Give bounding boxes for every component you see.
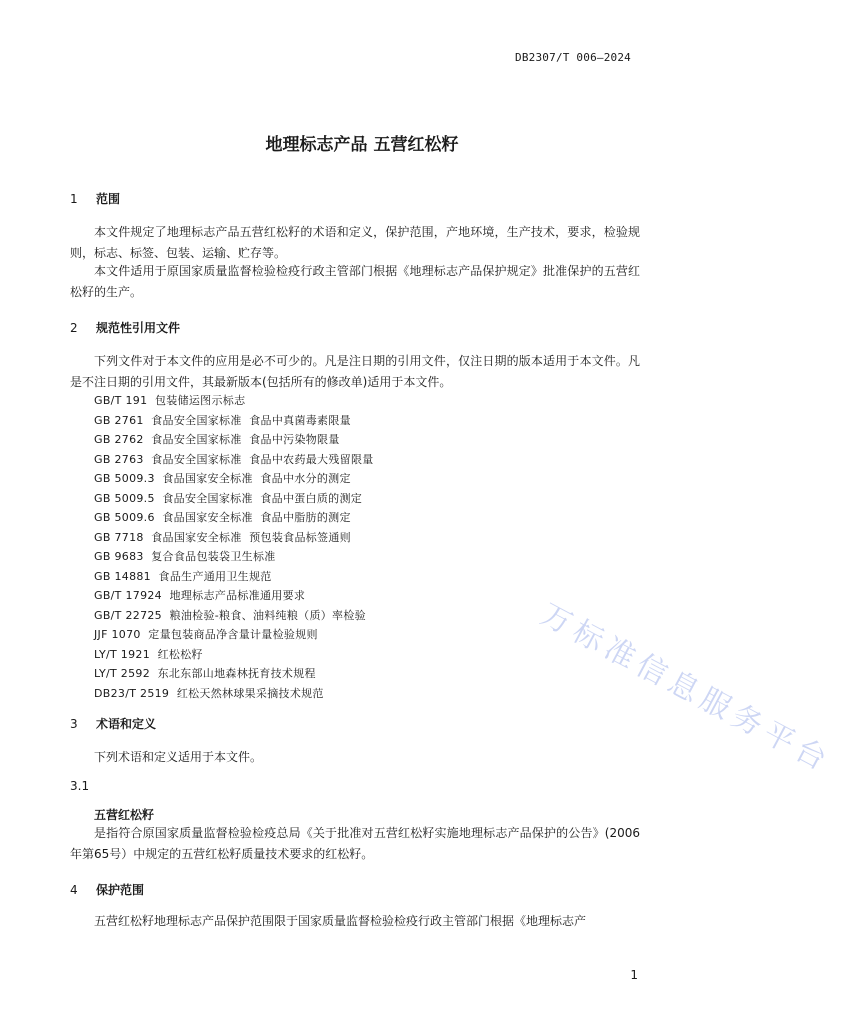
watermark: 万标准信息服务平台: [534, 597, 838, 781]
reference-item: GB 9683 复合食品包装袋卫生标准: [94, 550, 276, 563]
section-2-heading: [70, 319, 180, 336]
reference-item: GB 5009.6 食品国家安全标准 食品中脂肪的测定: [94, 511, 351, 524]
reference-item: DB23/T 2519 红松天然林球果采摘技术规范: [94, 686, 324, 700]
reference-list: [94, 391, 374, 703]
reference-item: GB 14881 食品生产通用卫生规范: [94, 569, 272, 583]
section-4-paragraph-1: 五营红松籽地理标志产品保护范围限于国家质量监督检验检疫行政主管部门根据《地理标志产: [94, 914, 587, 928]
reference-item: GB 2761 食品安全国家标准 食品中真菌毒素限量: [94, 413, 351, 427]
term-name: 五营红松籽: [94, 808, 155, 822]
section-title: 范围: [96, 192, 121, 206]
reference-item: GB/T 22725 粮油检验-粮食、油料纯粮（质）率检验: [94, 608, 366, 622]
reference-item: GB 7718 食品国家安全标准 预包装食品标签通则: [94, 530, 351, 544]
section-number: 2: [70, 321, 78, 335]
reference-item: GB 2762 食品安全国家标准 食品中污染物限量: [94, 433, 340, 446]
section-title: 规范性引用文件: [96, 321, 181, 335]
reference-item: LY/T 2592 东北东部山地森林抚育技术规程: [94, 667, 316, 680]
section-number: 3: [70, 717, 78, 731]
reference-item: GB 5009.5 食品安全国家标准 食品中蛋白质的测定: [94, 491, 363, 505]
reference-item: GB/T 17924 地理标志产品标准通用要求: [94, 589, 306, 602]
reference-item: LY/T 1921 红松松籽: [94, 647, 203, 661]
section-2-paragraph-1: 下列文件对于本文件的应用是必不可少的。凡是注日期的引用文件，仅注日期的版本适用于本文件。凡是不注日期的引用文件，其最新版本(包括所有的修改单)适用于本文件。: [70, 354, 640, 389]
section-1-paragraph-2: 本文件适用于原国家质量监督检验检疫行政主管部门根据《地理标志产品保护规定》批准保护的五营红松籽的生产。: [70, 264, 640, 299]
section-title: 术语和定义: [96, 717, 157, 731]
section-1-paragraph-1: 本文件规定了地理标志产品五营红松籽的术语和定义，保护范围，产地环境，生产技术，要求，检验规则，标志、标签、包装、运输、贮存等。: [70, 225, 640, 260]
reference-item: GB 2763 食品安全国家标准 食品中农药最大残留限量: [94, 452, 374, 466]
document-title: 地理标志产品 五营红松籽: [265, 135, 459, 155]
section-4-heading: [70, 881, 144, 898]
page-number: 1: [630, 968, 638, 982]
term-definition: 是指符合原国家质量监督检验检疫总局《关于批准对五营红松籽实施地理标志产品保护的公告》(2006年第65号）中规定的五营红松籽质量技术要求的红松籽。: [70, 826, 640, 861]
reference-item: GB 5009.3 食品国家安全标准 食品中水分的测定: [94, 472, 351, 485]
section-1-heading: [70, 190, 120, 207]
subsection-number: 3.1: [70, 779, 90, 793]
reference-item: GB/T 191 包装储运图示标志: [94, 394, 246, 407]
reference-item: JJF 1070 定量包装商品净含量计量检验规则: [94, 628, 318, 641]
section-3-paragraph-1: 下列术语和定义适用于本文件。: [94, 750, 263, 764]
section-number: 1: [70, 192, 78, 206]
section-number: 4: [70, 883, 78, 897]
document-code: DB2307/T 006—2024: [515, 51, 631, 64]
section-3-heading: [70, 715, 156, 732]
section-title: 保护范围: [96, 883, 145, 897]
